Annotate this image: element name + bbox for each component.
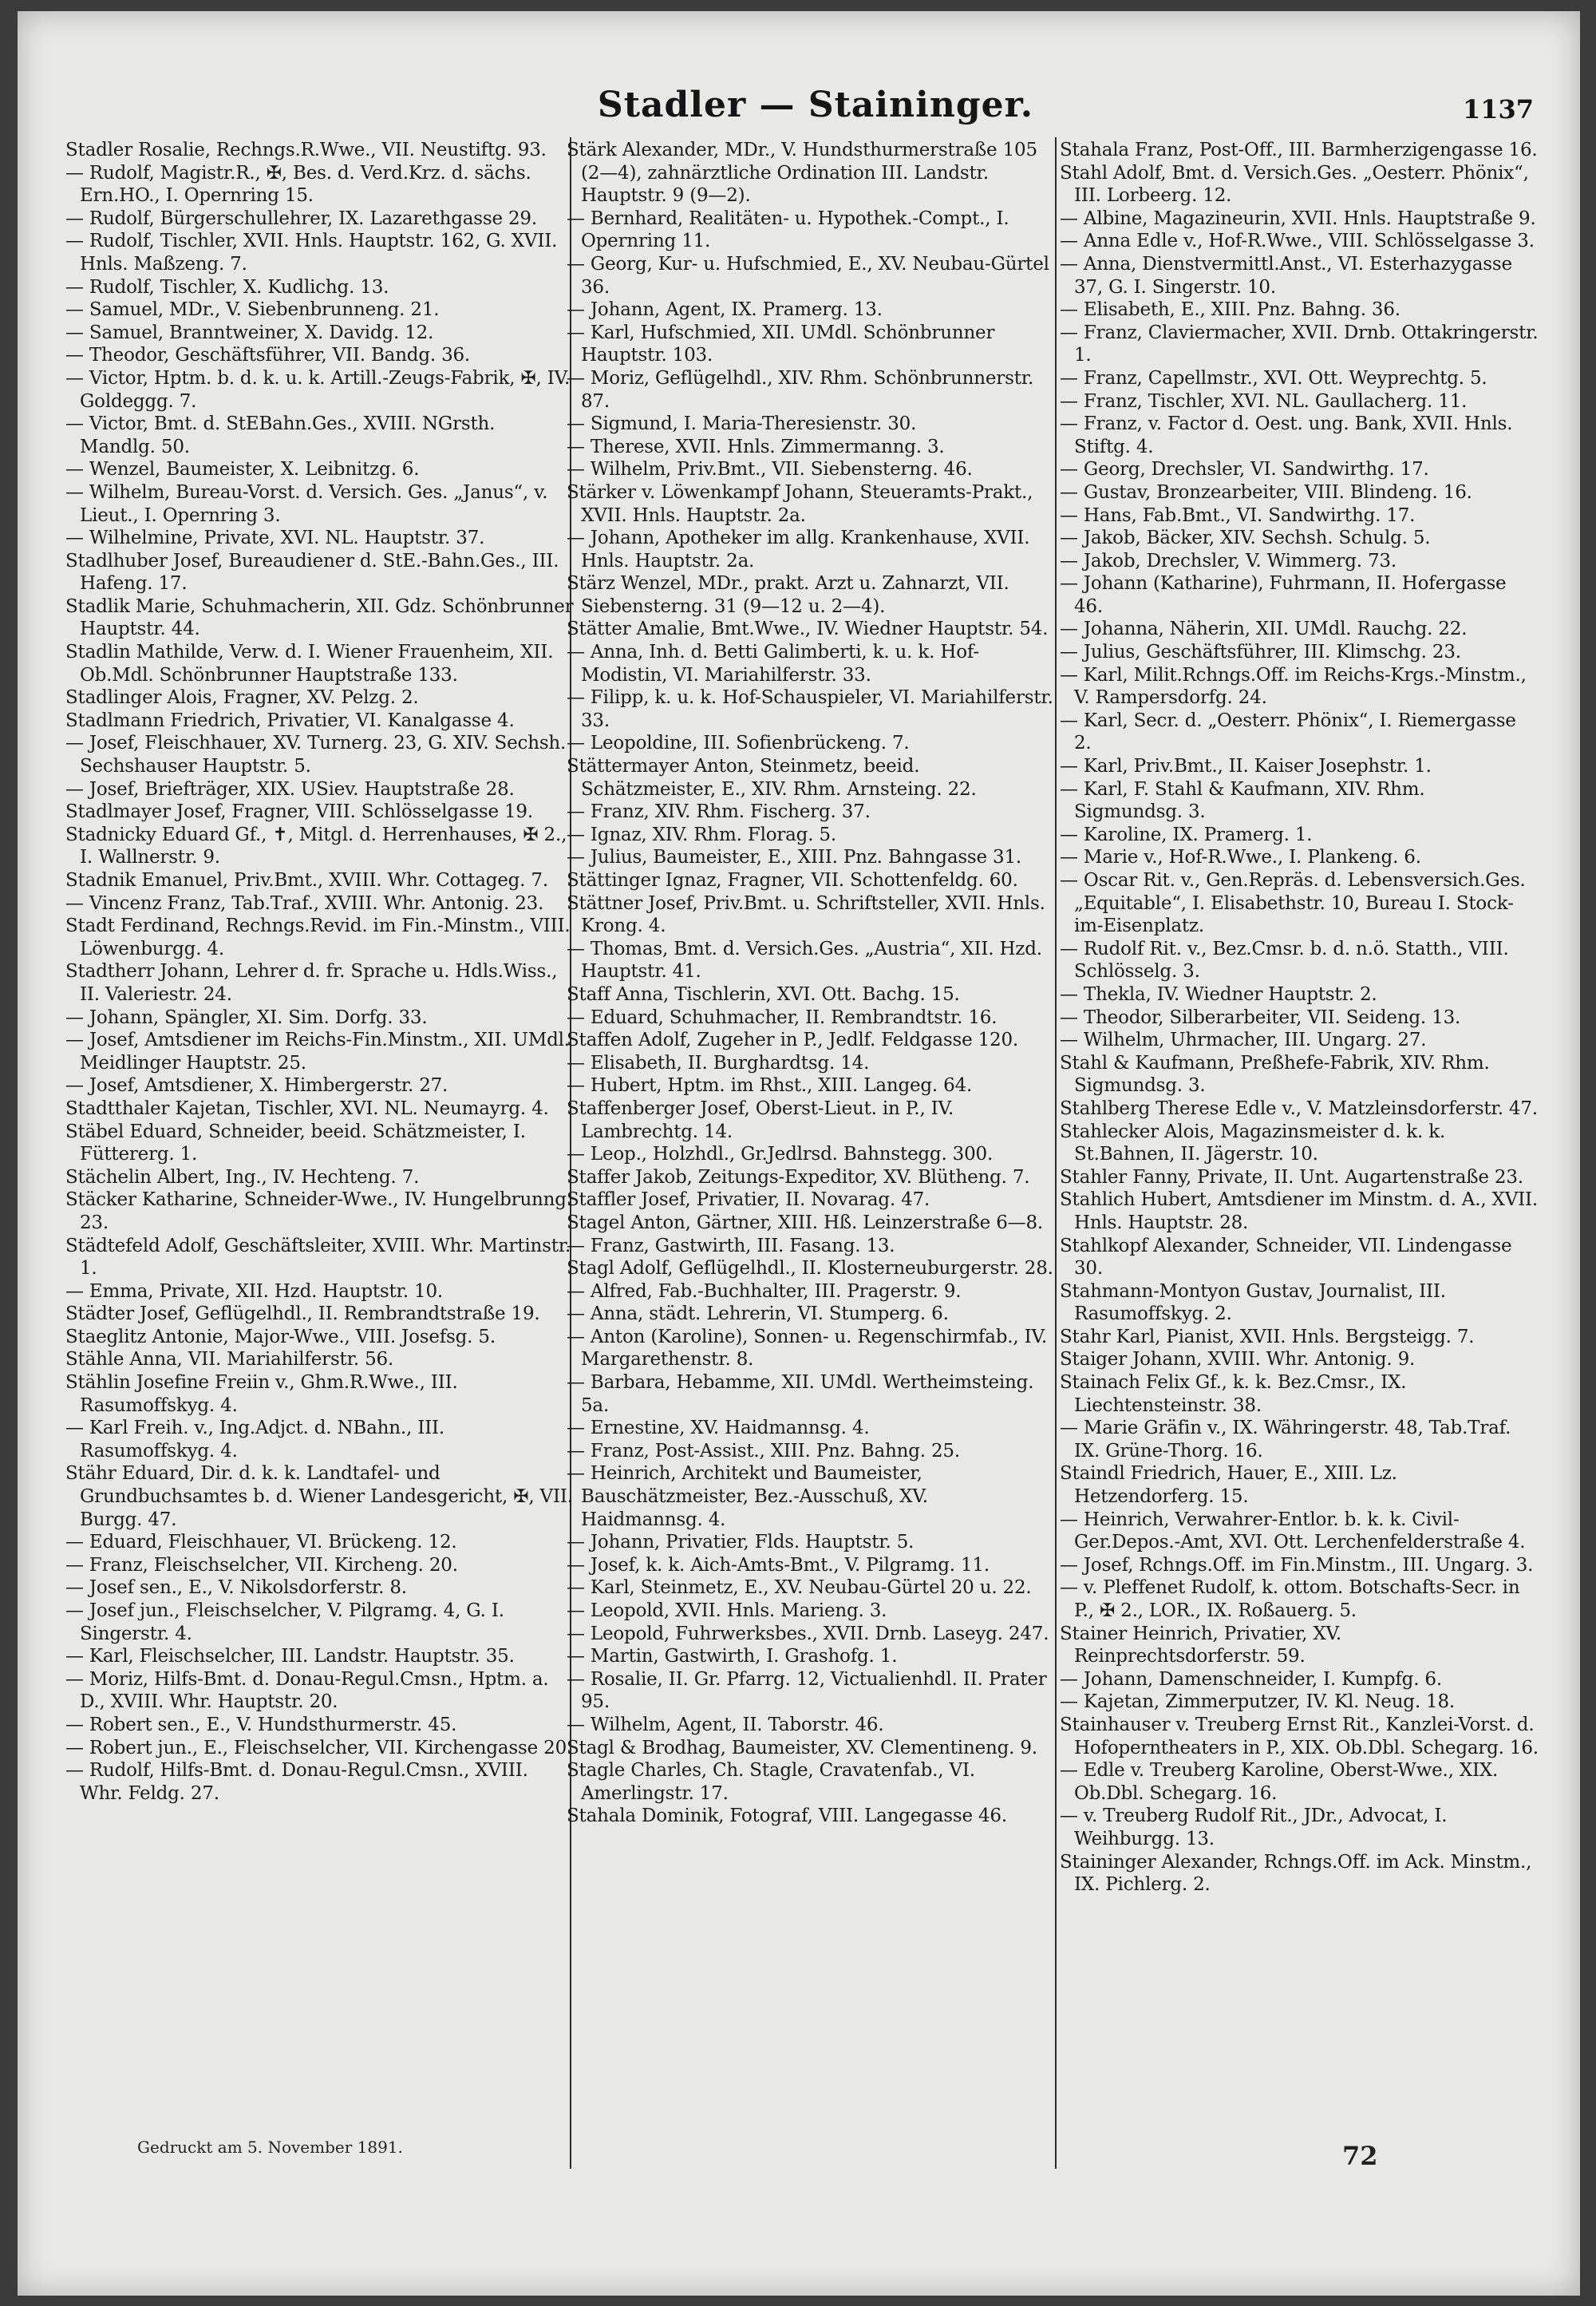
directory-entry: — Leopoldine, III. Sofienbrückeng. 7. (567, 733, 910, 754)
directory-entry: — Albine, Magazineurin, XVII. Hnls. Hauptstraße 9. (1060, 208, 1536, 229)
directory-entry: — Leop., Holzhdl., Gr.Jedlrsd. Bahnstegg. 300. (567, 1144, 994, 1165)
directory-entry: — Oscar Rit. v., Gen.Repräs. d. Lebensversich.Ges. „Equitable“, I. Elisabethstr. 10, Bureau I. Stock-im-Eisenplatz. (1060, 870, 1526, 937)
directory-entry: Stagel Anton, Gärtner, XIII. Hß. Leinzerstraße 6—8. (567, 1212, 1043, 1233)
directory-entry: Stainer Heinrich, Privatier, XV. Reinprechtsdorferstr. 59. (1060, 1623, 1342, 1667)
directory-entry: — Josef, Amtsdiener im Reichs-Fin.Minstm., XII. UMdl. Meidlinger Hauptstr. 25. (65, 1030, 570, 1074)
directory-entry: Stärz Wenzel, MDr., prakt. Arzt u. Zahnarzt, VII. Siebensterng. 31 (9—12 u. 2—4). (567, 573, 1009, 617)
directory-entry: — Jakob, Drechsler, V. Wimmerg. 73. (1060, 550, 1396, 572)
column-2 (567, 139, 1053, 1828)
directory-entry: Stagl & Brodhag, Baumeister, XV. Clementineng. 9. (567, 1737, 1037, 1758)
directory-entry: — Moriz, Geflügelhdl., XIV. Rhm. Schönbrunnerstr. 87. (567, 367, 1034, 412)
directory-entry: — Wenzel, Baumeister, X. Leibnitzg. 6. (65, 459, 420, 481)
directory-entry: Stahlberg Therese Edle v., V. Matzleinsdorferstr. 47. (1060, 1098, 1538, 1119)
directory-entry: — Anna, Inh. d. Betti Galimberti, k. u. k. Hof-Modistin, VI. Mariahilferstr. 33. (567, 642, 979, 686)
directory-entry: — Marie v., Hof-R.Wwe., I. Plankeng. 6. (1060, 847, 1421, 868)
directory-entry: — Jakob, Bäcker, XIV. Sechsh. Schulg. 5. (1060, 528, 1431, 549)
directory-entry: — Elisabeth, E., XIII. Pnz. Bahng. 36. (1060, 299, 1400, 321)
directory-entry: — Georg, Kur- u. Hufschmied, E., XV. Neubau-Gürtel 36. (567, 253, 1049, 298)
directory-entry: Stadnik Emanuel, Priv.Bmt., XVIII. Whr. Cottageg. 7. (65, 870, 548, 891)
directory-entry: — Josef, Amtsdiener, X. Himbergerstr. 27. (65, 1075, 448, 1097)
directory-entry: Stätter Amalie, Bmt.Wwe., IV. Wiedner Hauptstr. 54. (567, 619, 1049, 640)
directory-entry: Stagl Adolf, Geflügelhdl., II. Klosterneuburgerstr. 28. (567, 1258, 1053, 1280)
directory-entry: — Karl, Steinmetz, E., XV. Neubau-Gürtel 20 u. 22. (567, 1577, 1032, 1599)
directory-entry: Staffler Josef, Privatier, II. Novarag. 47. (567, 1189, 930, 1211)
directory-entry: — Heinrich, Verwahrer-Entlor. b. k. k. Civil-Ger.Depos.-Amt, XVI. Ott. Lerchenfelderstraße 4. (1060, 1509, 1526, 1553)
directory-entry: — Josef, Fleischhauer, XV. Turnerg. 23, G. XIV. Sechsh. Sechshauser Hauptstr. 5. (65, 733, 567, 777)
directory-entry: Stärker v. Löwenkampf Johann, Steueramts-Prakt., XVII. Hnls. Hauptstr. 2a. (567, 481, 1033, 526)
directory-entry: — Robert jun., E., Fleischselcher, VII. Kirchengasse 20. (65, 1737, 573, 1758)
directory-entry: — Elisabeth, II. Burghardtsg. 14. (567, 1052, 870, 1074)
directory-entry: — Emma, Private, XII. Hzd. Hauptstr. 10. (65, 1280, 444, 1302)
directory-entry: — Leopold, XVII. Hnls. Marieng. 3. (567, 1600, 887, 1621)
directory-entry: Staffer Jakob, Zeitungs-Expeditor, XV. Blütheng. 7. (567, 1166, 1030, 1188)
directory-entry: Stähr Eduard, Dir. d. k. k. Landtafel- und Grundbuchsamtes b. d. Wiener Landesgericht, ✠, VII. Burgg. 47. (65, 1463, 573, 1530)
directory-entry: Stadlik Marie, Schuhmacherin, XII. Gdz. Schönbrunner Hauptstr. 44. (65, 595, 574, 640)
directory-entry: Stahala Dominik, Fotograf, VIII. Langegasse 46. (567, 1806, 1007, 1827)
directory-entry: Stadlmayer Josef, Fragner, VIII. Schlösselgasse 19. (65, 801, 533, 823)
print-note: Gedruckt am 5. November 1891. (137, 2138, 403, 2157)
directory-entry: — Johann (Katharine), Fuhrmann, II. Hofergasse 46. (1060, 573, 1507, 617)
directory-entry: — Rudolf, Bürgerschullehrer, IX. Lazarethgasse 29. (65, 208, 537, 229)
directory-entry: Stättinger Ignaz, Fragner, VII. Schottenfeldg. 60. (567, 870, 1018, 891)
directory-entry: — Martin, Gastwirth, I. Grashofg. 1. (567, 1646, 898, 1667)
directory-entry: — Theodor, Geschäftsführer, VII. Bandg. 36. (65, 345, 471, 366)
directory-entry: — Eduard, Fleischhauer, VI. Brückeng. 12. (65, 1532, 457, 1553)
directory-entry: — Josef, k. k. Aich-Amts-Bmt., V. Pilgramg. 11. (567, 1554, 990, 1576)
directory-entry: — Anton (Karoline), Sonnen- u. Regenschirmfab., IV. Margarethenstr. 8. (567, 1326, 1047, 1371)
directory-entry: Stättner Josef, Priv.Bmt. u. Schriftsteller, XVII. Hnls. Krong. 4. (567, 892, 1045, 937)
directory-entry: — Franz, v. Factor d. Oest. ung. Bank, XVII. Hnls. Stiftg. 4. (1060, 413, 1513, 457)
directory-entry: — Wilhelm, Agent, II. Taborstr. 46. (567, 1714, 884, 1735)
directory-entry: — Sigmund, I. Maria-Theresienstr. 30. (567, 413, 917, 435)
directory-page (18, 11, 1580, 2296)
column-1 (65, 139, 576, 1805)
directory-entry: Stagle Charles, Ch. Stagle, Cravatenfab., VI. Amerlingstr. 17. (567, 1760, 975, 1804)
directory-entry: — Johanna, Näherin, XII. UMdl. Rauchg. 22. (1060, 619, 1468, 640)
directory-entry: Stadler Rosalie, Rechngs.R.Wwe., VII. Neustiftg. 93. (65, 140, 547, 160)
directory-entry: Stäcker Katharine, Schneider-Wwe., IV. Hungelbrunng. 23. (65, 1189, 572, 1233)
directory-entry: — Johann, Damenschneider, I. Kumpfg. 6. (1060, 1668, 1442, 1690)
directory-entry: — Bernhard, Realitäten- u. Hypothek.-Compt., I. Opernring 11. (567, 208, 1009, 252)
directory-entry: — Franz, Gastwirth, III. Fasang. 13. (567, 1235, 895, 1256)
page-title: Stadler — Staininger. (597, 85, 1034, 125)
directory-entry: Stähle Anna, VII. Mariahilferstr. 56. (65, 1349, 394, 1371)
directory-entry: — Josef jun., Fleischselcher, V. Pilgramg. 4, G. I. Singerstr. 4. (65, 1600, 504, 1644)
directory-entry: — Karl, Milit.Rchngs.Off. im Reichs-Krgs.-Minstm., V. Rampersdorfg. 24. (1060, 664, 1527, 709)
directory-entry: Stadlin Mathilde, Verw. d. I. Wiener Frauenheim, XII. Ob.Mdl. Schönbrunner Hauptstraße 133. (65, 642, 554, 686)
page-number: 1137 (1462, 94, 1534, 125)
directory-entry: Stahler Fanny, Private, II. Unt. Augartenstraße 23. (1060, 1166, 1523, 1188)
directory-entry: — Rudolf Rit. v., Bez.Cmsr. b. d. n.ö. Statth., VIII. Schlösselg. 3. (1060, 938, 1509, 983)
directory-entry: — Rosalie, II. Gr. Pfarrg. 12, Victualienhdl. II. Prater 95. (567, 1668, 1047, 1713)
directory-entry: — v. Pleffenet Rudolf, k. ottom. Botschafts-Secr. in P., ✠ 2., LOR., IX. Roßauerg. 5. (1060, 1577, 1520, 1621)
directory-entry: Stäbel Eduard, Schneider, beeid. Schätzmeister, I. Füttererg. 1. (65, 1121, 526, 1165)
directory-entry: — Karl Freih. v., Ing.Adjct. d. NBahn., III. Rasumoffskyg. 4. (65, 1418, 444, 1462)
directory-entry: — Franz, Tischler, XVI. NL. Gaullacherg. 11. (1060, 390, 1468, 412)
directory-entry: Staffenberger Josef, Oberst-Lieut. in P., IV. Lambrechtg. 14. (567, 1098, 954, 1142)
directory-entry: — Victor, Bmt. d. StEBahn.Ges., XVIII. NGrsth. Mandlg. 50. (65, 413, 496, 457)
directory-entry: — Victor, Hptm. b. d. k. u. k. Artill.-Zeugs-Fabrik, ✠, IV. Goldeggg. 7. (65, 367, 571, 412)
directory-entry: — Gustav, Bronzearbeiter, VIII. Blindeng. 16. (1060, 481, 1472, 503)
directory-entry: — Josef, Briefträger, XIX. USiev. Hauptstraße 28. (65, 778, 515, 800)
directory-entry: Stadtherr Johann, Lehrer d. fr. Sprache u. Hdls.Wiss., II. Valeriestr. 24. (65, 961, 558, 1005)
directory-entry: Stadlmann Friedrich, Privatier, VI. Kanalgasse 4. (65, 710, 515, 731)
directory-entry: Stahlecker Alois, Magazinsmeister d. k. k. St.Bahnen, II. Jägerstr. 10. (1060, 1121, 1446, 1165)
directory-entry: Staindl Friedrich, Hauer, E., XIII. Lz. Hetzendorferg. 15. (1060, 1463, 1397, 1508)
directory-entry: Stadlhuber Josef, Bureaudiener d. StE.-Bahn.Ges., III. Hafeng. 17. (65, 550, 559, 595)
directory-entry: — Johann, Apotheker im allg. Krankenhause, XVII. Hnls. Hauptstr. 2a. (567, 528, 1030, 572)
directory-entry: Stadt Ferdinand, Rechngs.Revid. im Fin.-Minstm., VIII. Löwenburgg. 4. (65, 916, 571, 959)
directory-entry: — Leopold, Fuhrwerksbes., XVII. Drnb. Laseyg. 247. (567, 1623, 1049, 1644)
directory-entry: — Franz, Fleischselcher, VII. Kircheng. 20. (65, 1554, 458, 1576)
directory-entry: — Ignaz, XIV. Rhm. Florag. 5. (567, 824, 836, 845)
directory-entry: — Karl, Secr. d. „Oesterr. Phönix“, I. Riemergasse 2. (1060, 710, 1516, 754)
directory-entry: — Vincenz Franz, Tab.Traf., XVIII. Whr. Antonig. 23. (65, 892, 544, 914)
directory-entry: — Johann, Agent, IX. Pramerg. 13. (567, 299, 883, 321)
directory-entry: — Eduard, Schuhmacher, II. Rembrandtstr. 16. (567, 1007, 998, 1028)
directory-entry: — Johann, Spängler, XI. Sim. Dorfg. 33. (65, 1007, 428, 1028)
directory-entry: Staininger Alexander, Rchngs.Off. im Ack. Minstm., IX. Pichlerg. 2. (1060, 1851, 1532, 1896)
directory-entry: Stainhauser v. Treuberg Ernst Rit., Kanzlei-Vorst. d. Hofoperntheaters in P., XIX. Ob.Dbl. Schegarg. 16. (1060, 1714, 1539, 1758)
directory-entry: — Kajetan, Zimmerputzer, IV. Kl. Neug. 18. (1060, 1691, 1456, 1713)
directory-entry: Staiger Johann, XVIII. Whr. Antonig. 9. (1060, 1349, 1416, 1371)
directory-entry: — Josef sen., E., V. Nikolsdorferstr. 8. (65, 1577, 407, 1599)
directory-entry: — Edle v. Treuberg Karoline, Oberst-Wwe., XIX. Ob.Dbl. Schegarg. 16. (1060, 1760, 1499, 1804)
column-rule-2 (1055, 137, 1057, 2169)
directory-entry: Stahr Karl, Pianist, XVII. Hnls. Bergsteigg. 7. (1060, 1326, 1475, 1347)
directory-entry: — Moriz, Hilfs-Bmt. d. Donau-Regul.Cmsn., Hptm. a. D., XVIII. Whr. Hauptstr. 20. (65, 1668, 549, 1713)
directory-entry: Städtefeld Adolf, Geschäftsleiter, XVIII. Whr. Martinstr. 1. (65, 1235, 571, 1280)
directory-entry: — Rudolf, Magistr.R., ✠, Bes. d. Verd.Krz. d. sächs. Ern.HO., I. Opernring 15. (65, 162, 531, 207)
directory-entry: — Franz, Post-Assist., XIII. Pnz. Bahng. 25. (567, 1440, 960, 1462)
signature-mark: 72 (1342, 2141, 1378, 2171)
directory-entry: — Robert sen., E., V. Hundsthurmerstr. 45. (65, 1714, 457, 1735)
directory-entry: Stahlich Hubert, Amtsdiener im Minstm. d. A., XVII. Hnls. Hauptstr. 28. (1060, 1189, 1539, 1233)
directory-entry: — Wilhelmine, Private, XVI. NL. Hauptstr. 37. (65, 528, 485, 549)
directory-entry: Stärk Alexander, MDr., V. Hundsthurmerstraße 105 (2—4), zahnärztliche Ordination III. Landstr. Hauptstr. 9 (9—2). (567, 140, 1037, 207)
directory-entry: — Franz, XIV. Rhm. Fischerg. 37. (567, 801, 871, 823)
directory-entry: — Anna, städt. Lehrerin, VI. Stumperg. 6. (567, 1303, 949, 1325)
directory-entry: — Thomas, Bmt. d. Versich.Ges. „Austria“, XII. Hzd. Hauptstr. 41. (567, 938, 1042, 983)
directory-entry: Stainach Felix Gf., k. k. Bez.Cmsr., IX. Liechtensteinstr. 38. (1060, 1372, 1407, 1416)
directory-entry: — Wilhelm, Uhrmacher, III. Ungarg. 27. (1060, 1030, 1427, 1051)
directory-entry: — Samuel, MDr., V. Siebenbrunneng. 21. (65, 299, 440, 321)
directory-entry: Staffen Adolf, Zugeher in P., Jedlf. Feldgasse 120. (567, 1030, 1019, 1051)
column-3 (1060, 139, 1539, 1897)
directory-entry: — Rudolf, Tischler, X. Kudlichg. 13. (65, 276, 389, 298)
directory-entry: Staeglitz Antonie, Major-Wwe., VIII. Josefsg. 5. (65, 1326, 496, 1347)
directory-entry: — Hubert, Hptm. im Rhst., XIII. Langeg. 64. (567, 1075, 973, 1097)
directory-entry: Stadlinger Alois, Fragner, XV. Pelzg. 2. (65, 687, 419, 709)
directory-entry: Stahala Franz, Post-Off., III. Barmherzigengasse 16. (1060, 140, 1538, 160)
directory-entry: — Georg, Drechsler, VI. Sandwirthg. 17. (1060, 459, 1429, 481)
directory-entry: — Heinrich, Architekt und Baumeister, Bauschätzmeister, Bez.-Ausschuß, XV. Haidmannsg. 4. (567, 1463, 928, 1530)
directory-entry: — Rudolf, Tischler, XVII. Hnls. Hauptstr. 162, G. XVII. Hnls. Maßzeng. 7. (65, 231, 558, 275)
directory-entry: — Therese, XVII. Hnls. Zimmermanng. 3. (567, 436, 945, 457)
directory-entry: — Josef, Rchngs.Off. im Fin.Minstm., III. Ungarg. 3. (1060, 1554, 1534, 1576)
directory-entry: — Franz, Claviermacher, XVII. Drnb. Ottakringerstr. 1. (1060, 322, 1539, 366)
directory-entry: — Theodor, Silberarbeiter, VII. Seideng. 13. (1060, 1007, 1461, 1028)
directory-entry: — Alfred, Fab.-Buchhalter, III. Pragerstr. 9. (567, 1280, 962, 1302)
directory-entry: — Karoline, IX. Pramerg. 1. (1060, 824, 1313, 845)
directory-entry: — Karl, Priv.Bmt., II. Kaiser Josephstr. 1. (1060, 756, 1432, 777)
directory-entry: — Johann, Privatier, Flds. Hauptstr. 5. (567, 1532, 915, 1553)
directory-entry: — Ernestine, XV. Haidmannsg. 4. (567, 1418, 870, 1439)
directory-entry: — Hans, Fab.Bmt., VI. Sandwirthg. 17. (1060, 504, 1416, 526)
directory-entry: Stächelin Albert, Ing., IV. Hechteng. 7. (65, 1166, 420, 1188)
directory-entry: Stahl & Kaufmann, Preßhefe-Fabrik, XIV. Rhm. Sigmundsg. 3. (1060, 1052, 1490, 1097)
directory-entry: Stadtthaler Kajetan, Tischler, XVI. NL. Neumayrg. 4. (65, 1098, 549, 1119)
directory-entry: Stättermayer Anton, Steinmetz, beeid. Schätzmeister, E., XIV. Rhm. Arnsteing. 22. (567, 756, 977, 800)
directory-entry: — Anna, Dienstvermittl.Anst., VI. Esterhazygasse 37, G. I. Singerstr. 10. (1060, 253, 1512, 298)
directory-entry: — Samuel, Branntweiner, X. Davidg. 12. (65, 322, 434, 343)
directory-entry: — Karl, Hufschmied, XII. UMdl. Schönbrunner Hauptstr. 103. (567, 322, 995, 366)
directory-entry: Stahmann-Montyon Gustav, Journalist, III. Rasumoffskyg. 2. (1060, 1280, 1446, 1325)
directory-entry: — Barbara, Hebamme, XII. UMdl. Wertheimsteing. 5a. (567, 1372, 1034, 1416)
directory-entry: Städter Josef, Geflügelhdl., II. Rembrandtstraße 19. (65, 1303, 540, 1325)
directory-entry: — Thekla, IV. Wiedner Hauptstr. 2. (1060, 983, 1377, 1005)
directory-entry: — Karl, Fleischselcher, III. Landstr. Hauptstr. 35. (65, 1646, 515, 1667)
directory-entry: — Wilhelm, Priv.Bmt., VII. Siebensterng. 46. (567, 459, 973, 481)
directory-entry: Stählin Josefine Freiin v., Ghm.R.Wwe., III. Rasumoffskyg. 4. (65, 1372, 458, 1416)
directory-entry: Staff Anna, Tischlerin, XVI. Ott. Bachg. 15. (567, 983, 960, 1005)
directory-entry: — Marie Gräfin v., IX. Währingerstr. 48, Tab.Traf. IX. Grüne-Thorg. 16. (1060, 1418, 1511, 1462)
directory-entry: Stadnicky Eduard Gf., ✝, Mitgl. d. Herrenhauses, ✠ 2., I. Wallnerstr. 9. (65, 824, 567, 868)
directory-entry: Stahl Adolf, Bmt. d. Versich.Ges. „Oesterr. Phönix“, III. Lorbeerg. 12. (1060, 162, 1529, 207)
directory-entry: — v. Treuberg Rudolf Rit., JDr., Advocat, I. Weihburgg. 13. (1060, 1806, 1448, 1849)
directory-entry: Stahlkopf Alexander, Schneider, VII. Lindengasse 30. (1060, 1235, 1512, 1280)
directory-entry: — Franz, Capellmstr., XVI. Ott. Weyprechtg. 5. (1060, 367, 1487, 389)
directory-entry: — Julius, Geschäftsführer, III. Klimschg. 23. (1060, 642, 1461, 663)
directory-entry: — Filipp, k. u. k. Hof-Schauspieler, VI. Mariahilferstr. 33. (567, 687, 1053, 731)
directory-entry: — Karl, F. Stahl & Kaufmann, XIV. Rhm. Sigmundsg. 3. (1060, 778, 1425, 823)
directory-entry: — Rudolf, Hilfs-Bmt. d. Donau-Regul.Cmsn., XVIII. Whr. Feldg. 27. (65, 1760, 528, 1804)
directory-entry: — Wilhelm, Bureau-Vorst. d. Versich. Ges. „Janus“, v. Lieut., I. Opernring 3. (65, 481, 548, 526)
directory-entry: — Anna Edle v., Hof-R.Wwe., VIII. Schlösselgasse 3. (1060, 231, 1535, 252)
directory-entry: — Julius, Baumeister, E., XIII. Pnz. Bahngasse 31. (567, 847, 1022, 868)
